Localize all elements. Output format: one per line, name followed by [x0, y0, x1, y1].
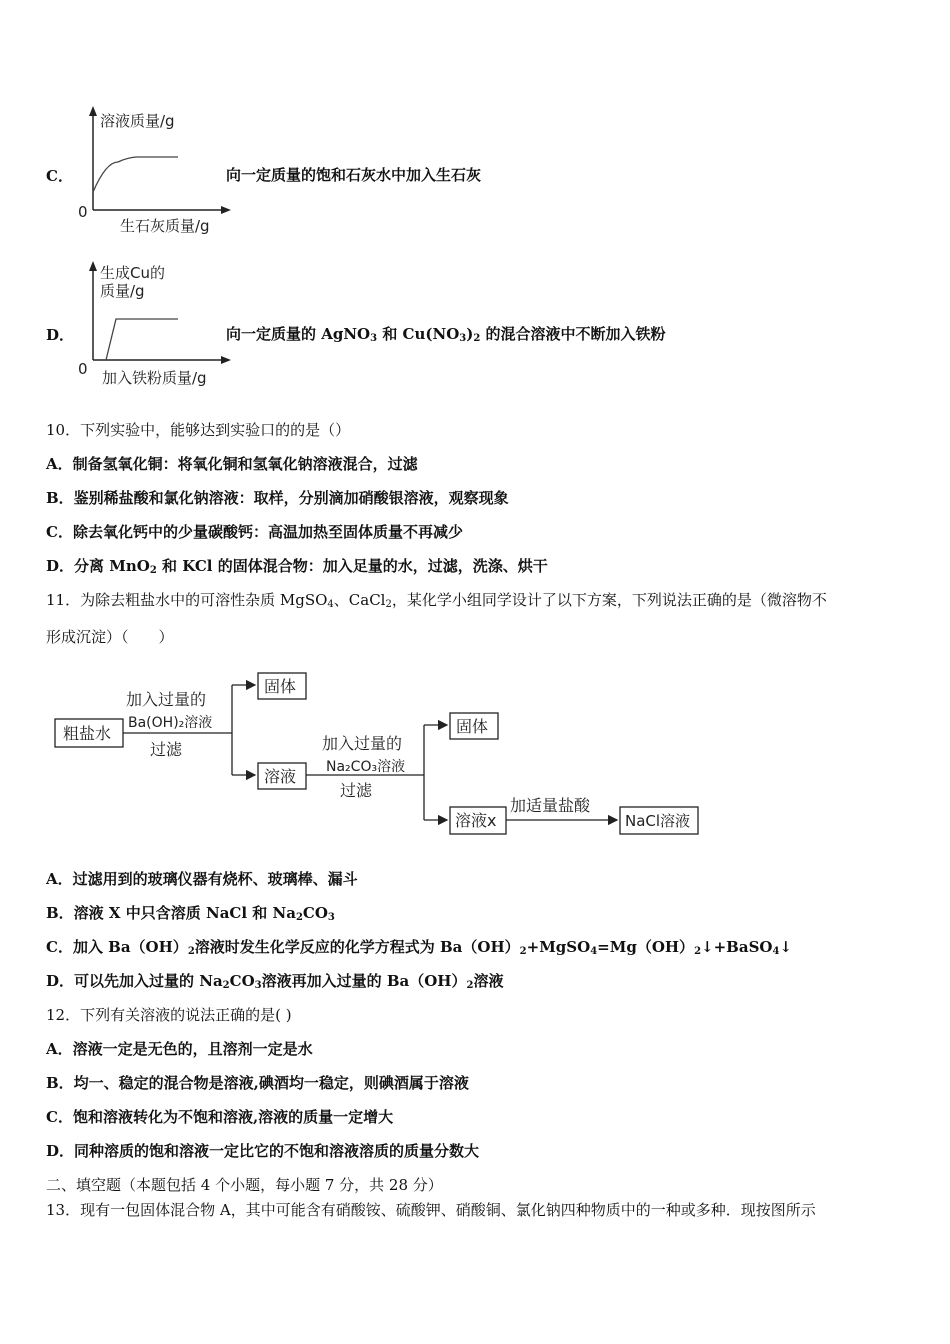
q11-option-b: B．溶液 X 中只含溶质 NaCl 和 $Na_2CO_3$ — [46, 904, 335, 923]
q13-stem: 13．现有一包固体混合物 A，其中可能含有硝酸铵、硫酸钾、硝酸铜、氯化钠四种物质中的一种或多种．现按图所示 — [46, 1201, 816, 1219]
option-c-text: 向一定质量的饱和石灰水中加入生石灰 — [226, 166, 482, 184]
flow-step1-top: 加入过量的 — [126, 690, 207, 709]
q10-option-d: D．分离 MnO$_2$ 和 KCl 的固体混合物：加入足量的水，过滤，洗涤、烘干 — [46, 557, 548, 576]
flow-solutionx-label: 溶液x — [455, 811, 497, 830]
q10-option-a: A．制备氢氧化铜：将氧化铜和氢氧化钠溶液混合，过滤 — [46, 455, 418, 473]
graph-c-curve — [93, 157, 178, 192]
q10-stem: 10．下列实验中，能够达到实验口的的是（） — [46, 421, 351, 439]
flow-step2-bot: 过滤 — [340, 781, 373, 800]
graph-d-origin: 0 — [78, 360, 88, 378]
graph-d — [70, 255, 240, 395]
graph-d-curve — [106, 319, 178, 360]
flow-solid2-label: 固体 — [456, 717, 489, 736]
q12-option-d: D．同种溶质的饱和溶液一定比它的不饱和溶液溶质的质量分数大 — [46, 1142, 480, 1160]
flow-end-label: NaCl溶液 — [625, 812, 691, 830]
flow-step2-mid: Na₂CO₃溶液 — [326, 759, 406, 775]
graph-d-ylabel-1: 生成Cu的 — [100, 264, 165, 282]
graph-c-xlabel: 生石灰质量/g — [120, 217, 210, 235]
section2-title: 二、填空题（本题包括 4 个小题，每小题 7 分，共 28 分） — [46, 1176, 443, 1194]
q12-option-c: C．饱和溶液转化为不饱和溶液,溶液的质量一定增大 — [46, 1108, 394, 1126]
q11-stem-line2: 形成沉淀）（ ） — [46, 628, 174, 646]
q10-option-b: B．鉴别稀盐酸和氯化钠溶液：取样，分别滴加硝酸银溶液，观察现象 — [46, 489, 509, 507]
graph-c — [70, 100, 240, 240]
graph-c-y-arrow — [89, 106, 97, 116]
q10-option-c: C．除去氧化钙中的少量碳酸钙：高温加热至固体质量不再减少 — [46, 523, 463, 541]
graph-c-x-arrow — [221, 206, 231, 214]
graph-d-y-arrow — [89, 261, 97, 271]
graph-d-ylabel-2: 质量/g — [100, 282, 145, 300]
option-d-letter: D． — [46, 326, 75, 344]
q11-stem: 11．为除去粗盐水中的可溶性杂质 MgSO$_4$、CaCl$_2$，某化学小组同学设计了以下方案，下列说法正确的是（微溶物不 — [46, 591, 827, 610]
flow-solid1-label: 固体 — [264, 677, 297, 696]
option-d-text: 向一定质量的 AgNO$_3$ 和 $Cu(NO_3)_2$ 的混合溶液中不断加入铁粉 — [226, 325, 666, 344]
graph-d-x-arrow — [221, 356, 231, 364]
q12-stem: 12．下列有关溶液的说法正确的是( ) — [46, 1006, 292, 1024]
flow-step3: 加适量盐酸 — [510, 796, 591, 815]
q11-option-a: A．过滤用到的玻璃仪器有烧杯、玻璃棒、漏斗 — [46, 870, 358, 888]
q12-option-a: A．溶液一定是无色的，且溶剂一定是水 — [46, 1040, 313, 1058]
option-c-letter: C． — [46, 167, 73, 185]
q12-option-b: B．均一、稳定的混合物是溶液,碘酒均一稳定，则碘酒属于溶液 — [46, 1074, 469, 1092]
flow-step1-bot: 过滤 — [150, 740, 183, 759]
q11-option-d: D．可以先加入过量的 $Na_2CO_3$溶液再加入过量的 $Ba(OH)_2$溶液 — [46, 972, 504, 991]
flow-step1-mid: Ba(OH)₂溶液 — [128, 715, 213, 731]
graph-d-xlabel: 加入铁粉质量/g — [102, 369, 207, 387]
q11-flow-diagram — [50, 665, 710, 845]
flow-step2-top: 加入过量的 — [322, 734, 403, 753]
flow-start-label: 粗盐水 — [63, 724, 112, 743]
graph-c-origin: 0 — [78, 203, 88, 221]
graph-c-ylabel: 溶液质量/g — [100, 112, 175, 130]
q11-option-c: C．加入 $Ba(OH)_2$溶液时发生化学反应的化学方程式为 $Ba(OH)_2+MgSO_4=Mg(OH)_2↓+BaSO_4↓$ — [46, 938, 793, 957]
flow-solution1-label: 溶液 — [264, 767, 297, 786]
